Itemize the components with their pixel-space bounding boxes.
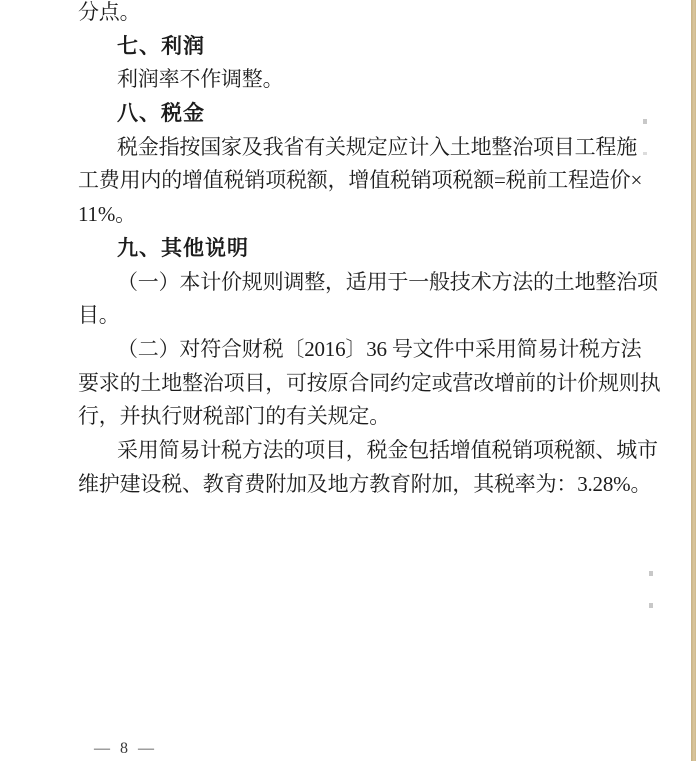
scanned-page-edge [691,0,696,761]
body-line: 利润率不作调整。 [117,67,284,92]
body-line: 行，并执行财税部门的有关规定。 [78,404,390,429]
body-line: 采用简易计税方法的项目，税金包括增值税销项税额、城市 [117,437,658,462]
scan-artifact-speck [643,152,647,155]
scan-artifact-speck [643,119,647,124]
body-line: （二）对符合财税〔2016〕36 号文件中采用简易计税方法 [117,336,642,361]
body-line: 工费用内的增值税销项税额，增值税销项税额=税前工程造价× [78,168,643,193]
body-line: 维护建设税、教育费附加及地方教育附加，其税率为：3.28%。 [78,471,652,496]
section-heading-7-profit: 七、利润 [117,34,205,58]
body-line: 11%。 [78,202,136,227]
body-line: （一）本计价规则调整，适用于一般技术方法的土地整治项 [117,269,658,294]
page-number: — 8 — [94,740,157,757]
scan-artifact-speck [649,603,653,608]
scan-artifact-speck [649,571,653,576]
body-line: 税金指按国家及我省有关规定应计入土地整治项目工程施 [117,134,637,159]
body-line: 目。 [78,303,120,328]
document-text-block [78,0,663,501]
section-heading-8-tax: 八、税金 [117,102,205,126]
section-heading-9-other-notes: 九、其他说明 [117,236,249,260]
body-line: 要求的土地整治项目，可按原合同约定或营改增前的计价规则执 [78,370,661,395]
body-line-continuation: 分点。 [78,0,141,24]
